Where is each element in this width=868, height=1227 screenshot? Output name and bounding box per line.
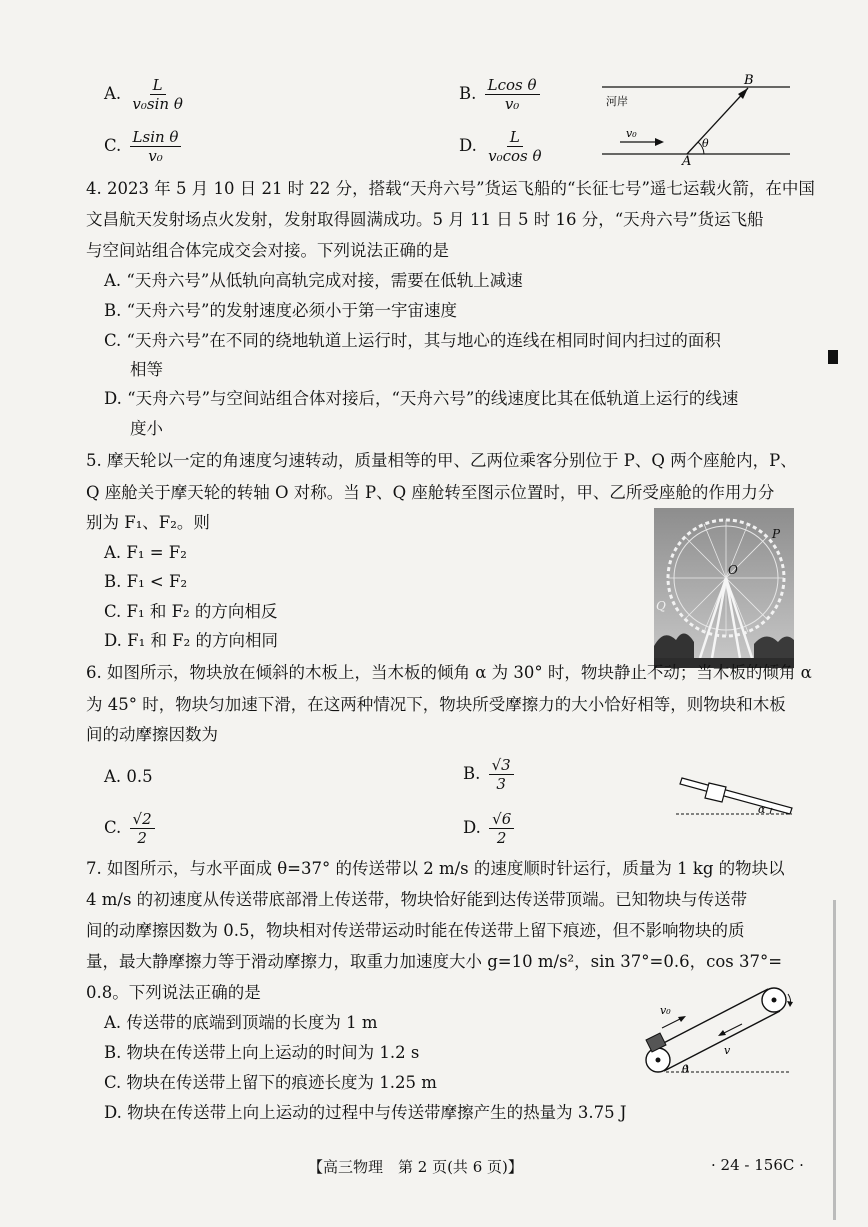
q4-stem-line: 4. 2023 年 5 月 10 日 21 时 22 分，搭载“天舟六号”货运飞船的“长征七号”遥七运载火箭，在中国: [86, 179, 815, 198]
belt-top: [652, 989, 768, 1049]
q3-option-b: [459, 76, 540, 113]
q7-stem-line: 量，最大静摩擦力等于滑动摩擦力，取重力加速度大小 g=10 m/s²，sin 37°=0.6，cos 37°=: [86, 952, 783, 971]
v0-arrow-head: [678, 1016, 686, 1022]
q7-option-d: D. 物块在传送带上向上运动的过程中与传送带摩擦产生的热量为 3.75 J: [104, 1103, 627, 1122]
page-footer: 【高三物理 第 2 页(共 6 页)】: [308, 1158, 523, 1176]
q5-stem-line: Q 座舱关于摩天轮的转轴 O 对称。当 P、Q 座舱转至图示位置时，甲、乙所受座舱的作用力分: [86, 483, 775, 502]
denominator: v₀: [504, 95, 520, 113]
path-ab: [687, 88, 748, 154]
denominator: v₀cos θ: [488, 147, 542, 165]
option-letter: D.: [459, 136, 477, 155]
denominator: v₀: [148, 147, 163, 165]
conveyor-belt-figure: [640, 980, 800, 1084]
v0-arrow-head: [655, 138, 664, 146]
q7-stem-line: 间的动摩擦因数为 0.5，物块相对传送带运动时能在传送带上留下痕迹，但不影响物块的质: [86, 921, 745, 940]
q5-stem-line: 5. 摩天轮以一定的角速度匀速转动，质量相等的甲、乙两位乘客分别位于 P、Q 两个座舱内，P、: [86, 451, 797, 470]
numerator: √6: [489, 810, 514, 829]
q6-option-a: A. 0.5: [104, 767, 153, 786]
q4-option-c-cont: 相等: [130, 360, 163, 379]
option-letter: D.: [463, 818, 481, 837]
numerator: √2: [130, 810, 155, 829]
q6-stem-line: 为 45° 时，物块匀加速下滑，在这两种情况下，物块所受摩擦力的大小恰好相等，则物块和木板: [86, 695, 786, 714]
q5-option-c: C. F₁ 和 F₂ 的方向相反: [104, 602, 278, 621]
numerator: √3: [489, 756, 514, 775]
q4-option-b: B. “天舟六号”的发射速度必须小于第一宇宙速度: [104, 301, 457, 320]
inclined-board-figure: [674, 768, 798, 824]
q7-stem-line: 0.8。下列说法正确的是: [86, 983, 261, 1002]
q4-option-d-cont: 度小: [130, 419, 163, 438]
rotation-arrow-head: [787, 1001, 793, 1007]
q4-stem-line: 与空间站组合体完成交会对接。下列说法正确的是: [86, 241, 449, 260]
fraction: [485, 76, 540, 113]
q6-option-c: [104, 810, 155, 847]
denominator: 3: [496, 775, 506, 793]
exam-code: · 24 - 156C ·: [711, 1156, 804, 1174]
label-o: O: [728, 563, 738, 577]
fraction: [489, 810, 514, 847]
ferris-wheel-photo: [654, 508, 794, 668]
q4-stem-line: 文昌航天发射场点火发射，发射取得圆满成功。5 月 11 日 5 时 16 分，“天舟六号”货运飞船: [86, 210, 764, 229]
q5-option-d: D. F₁ 和 F₂ 的方向相同: [104, 631, 278, 650]
label-q: Q: [656, 599, 666, 613]
q4-option-d: D. “天舟六号”与空间站组合体对接后，“天舟六号”的线速度比其在低轨道上运行的线速: [104, 389, 739, 408]
q6-stem-line: 间的动摩擦因数为: [86, 725, 218, 744]
option-letter: C.: [104, 136, 122, 155]
q3-option-d: [459, 128, 545, 165]
block: [705, 783, 726, 802]
label-bank: 河岸: [606, 95, 628, 108]
q4-option-c: C. “天舟六号”在不同的绕地轨道上运行时，其与地心的连线在相同时间内扫过的面积: [104, 331, 721, 350]
denominator: 2: [496, 829, 507, 847]
bottom-pulley-axle: [656, 1058, 661, 1063]
v-arrow-head: [718, 1030, 726, 1036]
q7-option-b: B. 物块在传送带上向上运动的时间为 1.2 s: [104, 1043, 420, 1062]
q4-option-a: A. “天舟六号”从低轨向高轨完成对接，需要在低轨上减速: [104, 271, 523, 290]
numerator: Lsin θ: [130, 128, 182, 147]
label-v0: v₀: [626, 127, 637, 140]
label-v: v: [724, 1044, 731, 1057]
q5-stem-line: 别为 F₁、F₂。则: [86, 513, 210, 532]
q7-option-a: A. 传送带的底端到顶端的长度为 1 m: [104, 1013, 378, 1032]
label-theta: θ: [702, 137, 709, 150]
label-alpha: α: [758, 803, 766, 816]
label-a: A: [682, 154, 692, 165]
q5-option-b: B. F₁ < F₂: [104, 572, 188, 591]
denominator: v₀sin θ: [132, 95, 183, 113]
q6-option-d: [463, 810, 514, 847]
option-letter: C.: [104, 818, 122, 837]
denominator: 2: [137, 829, 147, 847]
top-pulley-axle: [772, 998, 777, 1003]
scan-edge-shadow: [833, 900, 836, 1220]
numerator: L: [507, 128, 523, 147]
q6-option-b: [463, 756, 514, 793]
scan-margin-mark: [828, 350, 838, 364]
fraction: [129, 76, 185, 113]
river-crossing-figure: [598, 70, 794, 165]
q7-option-c: C. 物块在传送带上留下的痕迹长度为 1.25 m: [104, 1073, 437, 1092]
fraction: [485, 128, 544, 165]
option-letter: B.: [463, 764, 481, 783]
wooden-board: [680, 778, 792, 814]
label-b: B: [744, 73, 754, 88]
label-p: P: [772, 527, 781, 541]
q5-option-a: A. F₁ = F₂: [104, 543, 187, 562]
label-theta: θ: [682, 1063, 689, 1076]
option-letter: A.: [104, 84, 122, 103]
label-v0: v₀: [660, 1004, 671, 1017]
q6-stem-line: 6. 如图所示，物块放在倾斜的木板上，当木板的倾角 α 为 30° 时，物块静止不动；当木板的倾角 α: [86, 663, 812, 682]
fraction: [489, 756, 514, 793]
fraction: [130, 128, 182, 165]
q3-option-a: [104, 76, 186, 113]
q3-option-c: [104, 128, 181, 165]
option-letter: B.: [459, 84, 477, 103]
q7-stem-line: 7. 如图所示，与水平面成 θ=37° 的传送带以 2 m/s 的速度顺时针运行，质量为 1 kg 的物块以: [86, 859, 785, 878]
q7-stem-line: 4 m/s 的初速度从传送带底部滑上传送带，物块恰好能到达传送带顶端。已知物块与传送带: [86, 890, 748, 909]
numerator: L: [150, 76, 166, 95]
fraction: [130, 810, 155, 847]
numerator: Lcos θ: [485, 76, 540, 95]
